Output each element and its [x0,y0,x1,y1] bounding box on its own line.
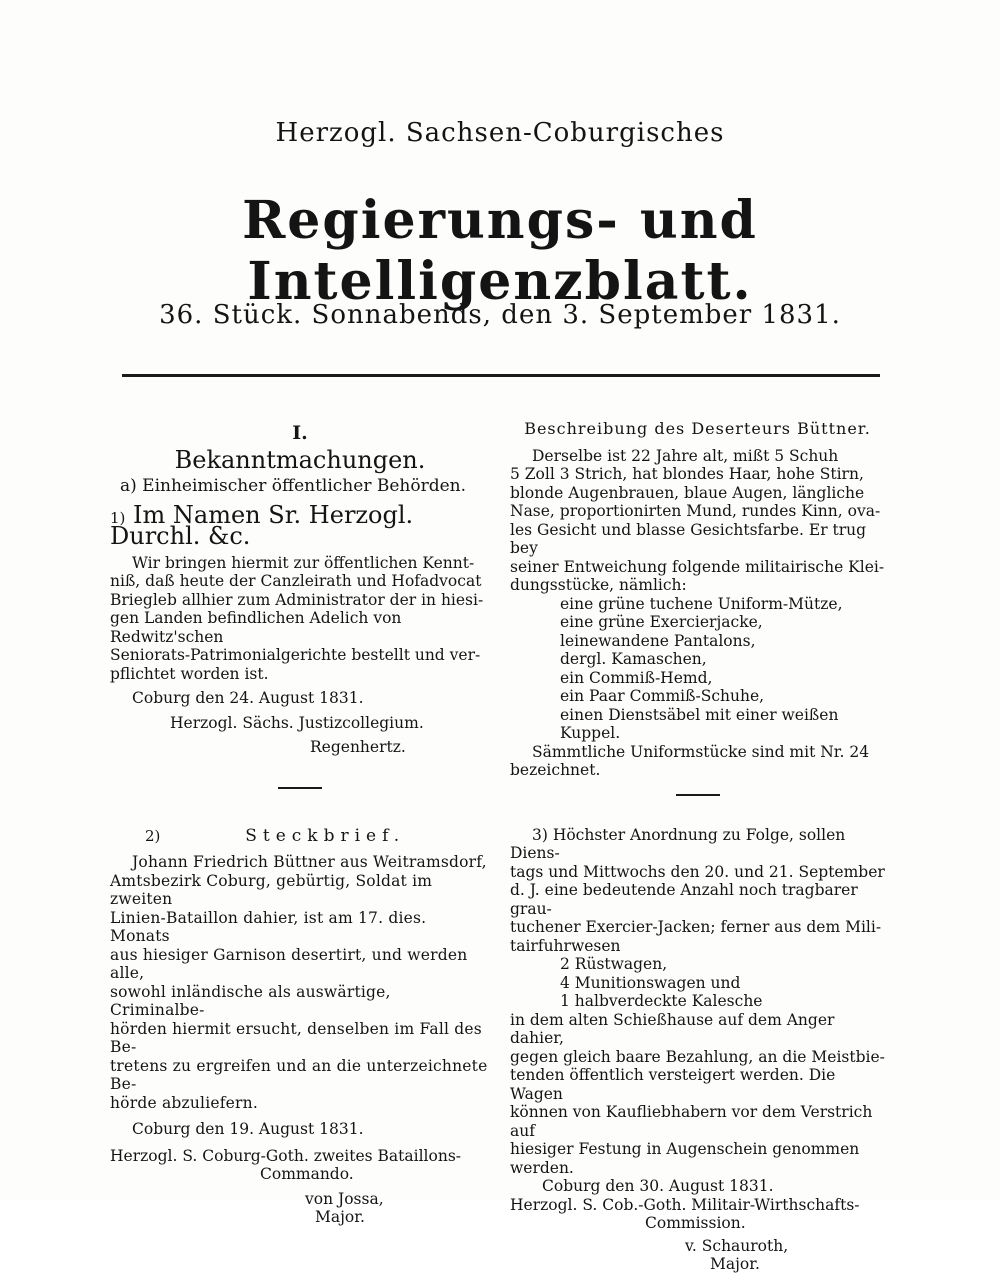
item3-line: hiesiger Festung in Augenschein genommen werden. [510,1140,860,1177]
item2-signature: von Jossa, [305,1189,384,1208]
item1-line: pflichtet worden ist. [110,664,269,683]
item1-line: gen Landen befindlichen Adelich von Redwitz'schen [110,609,402,646]
list-item: 4 Munitionswagen und [560,973,741,992]
item3-line: tairfuhrwesen [510,936,621,955]
item3-authority: Herzogl. S. Cob.-Goth. Militair-Wirthschafts- [510,1195,860,1214]
list-item: einen Dienstsäbel mit einer weißen Kuppel. [560,705,839,742]
item3-line: tenden öffentlich versteigert werden. Die Wagen [510,1066,836,1103]
item2-line: hörde abzuliefern. [110,1093,258,1112]
item3-authority-cont: Commission. [645,1214,746,1232]
description-line: seiner Entweichung folgende militairische Klei- [510,557,885,576]
description-line: 5 Zoll 3 Strich, hat blondes Haar, hohe Stirn, [510,465,864,483]
item3-line: tuchener Exercier-Jacken; ferner aus dem Mili- [510,918,882,936]
item1-title: Im Namen Sr. Herzogl. Durchl. &c. [110,500,414,550]
item3-signature: v. Schauroth, [685,1236,789,1255]
item2-line: Johann Friedrich Büttner aus Weitramsdorf, [132,853,487,871]
description-line: blonde Augenbrauen, blaue Augen, längliche [510,483,865,502]
item2-line: Amtsbezirk Coburg, gebürtig, Soldat im zweiten [110,871,433,908]
item3-date: Coburg den 30. August 1831. [542,1177,774,1195]
item1-number: 1) [110,508,126,527]
item2-authority-cont: Commando. [260,1165,354,1183]
list-item: ein Paar Commiß-Schuhe, [560,687,765,705]
header-rule [122,374,880,377]
item3-line: können von Kaufliebhabern vor dem Verstrich auf [510,1103,873,1140]
item1-line: Briegleb allhier zum Administrator der in hiesi- [110,590,484,609]
uniform-items-list [510,595,885,743]
masthead-title: Regierungs- und Intelligenzblatt. [242,190,758,312]
list-item: 2 Rüstwagen, [560,955,668,973]
section-number: I. [292,422,308,444]
item1-line: Seniorats-Patrimonialgerichte bestellt und ver- [110,646,481,664]
list-item: eine grüne Exercierjacke, [560,613,763,631]
item3-line: gegen gleich baare Bezahlung, an die Meistbie- [510,1047,885,1066]
item1-line: niß, daß heute der Canzleirath und Hofadvocat [110,572,482,590]
issue-line: 36. Stück. Sonnabends, den 3. September 1831. [159,300,841,330]
item1-date: Coburg den 24. August 1831. [132,689,364,707]
list-item: eine grüne tuchene Uniform-Mütze, [560,594,843,613]
section-title: Bekanntmachungen. [174,445,426,474]
description-line: les Gesicht und blasse Gesichtsfarbe. Er trug bey [510,520,867,557]
header-subtitle: Herzogl. Sachsen-Coburgisches [275,118,725,148]
item2-date: Coburg den 19. August 1831. [132,1120,364,1138]
item1-line: Wir bringen hiermit zur öffentlichen Kennt- [132,553,475,572]
right-column [510,420,885,1274]
item2-line: Linien-Bataillon dahier, ist am 17. dies. Monats [110,908,427,945]
separator [676,794,720,796]
description-line: dungsstücke, nämlich: [510,576,687,594]
item1-signature: Regenhertz. [310,738,406,756]
item2-text [110,853,490,1112]
description-end-line: bezeichnet. [510,761,601,779]
item2-line: hörden hiermit ersucht, denselben im Fall des Be- [110,1019,482,1056]
item2-rank: Major. [315,1208,365,1226]
subsection-a: a) Einheimischer öffentlicher Behörden. [120,476,467,496]
item2-number: 2) [145,826,161,845]
vehicles-list [510,955,885,1011]
item2-authority: Herzogl. S. Coburg-Goth. zweites Bataillons- [110,1146,462,1165]
list-item: leinewandene Pantalons, [560,631,756,650]
description-line: Nase, proportionirten Mund, rundes Kinn, ova- [510,502,881,520]
item3-text-cont [510,1011,885,1178]
item2-title: Steckbrief. [245,825,406,846]
item2-line: aus hiesiger Garnison desertirt, und werden alle, [110,945,468,982]
separator [278,787,322,789]
item2-line: tretens zu ergreifen und an die unterzeichnete Be- [110,1056,488,1093]
item2-heading [110,827,490,846]
description-text [510,447,885,595]
description-end-line: Sämmtliche Uniformstücke sind mit Nr. 24 [532,742,870,761]
left-column [110,420,490,1227]
item3-line: d. J. eine bedeutende Anzahl noch tragbarer grau- [510,881,858,918]
item3-rank: Major. [710,1255,760,1273]
item2-line: sowohl inländische als auswärtige, Criminalbe- [110,982,391,1019]
item3-line: 3) Höchster Anordnung zu Folge, sollen Diens- [510,825,846,862]
list-item: dergl. Kamaschen, [560,650,707,668]
item3-line: tags und Mittwochs den 20. und 21. September [510,862,885,881]
list-item: ein Commiß-Hemd, [560,668,713,687]
item3-text [510,826,885,956]
item3-line: in dem alten Schießhause auf dem Anger dahier, [510,1010,835,1047]
item1-text [110,554,490,684]
item1-heading [110,500,490,550]
list-item: 1 halbverdeckte Kalesche [560,992,763,1010]
item1-authority: Herzogl. Sächs. Justizcollegium. [170,713,424,732]
description-line: Derselbe ist 22 Jahre alt, mißt 5 Schuh [532,446,839,465]
description-title: Beschreibung des Deserteurs Büttner. [524,419,871,438]
